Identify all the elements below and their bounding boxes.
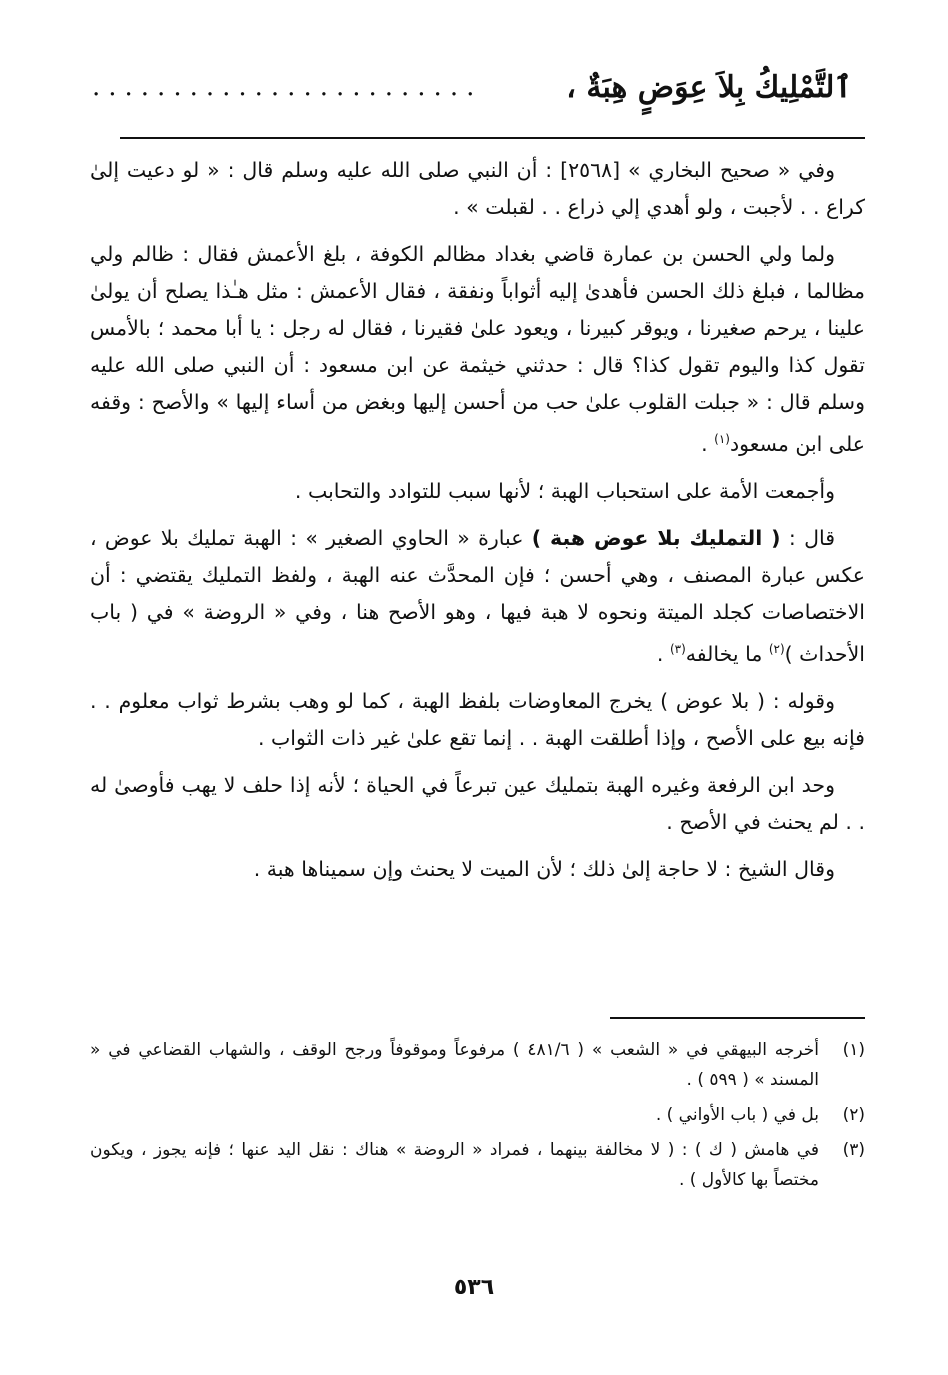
paragraph-text-continued: ما يخالفه	[685, 641, 769, 666]
footnote-text: بل في ( باب الأواني ) .	[655, 1105, 819, 1125]
paragraph-shaykh	[90, 851, 865, 888]
footnote-ref: (١)	[714, 432, 730, 446]
paragraph-text: وقال الشيخ : لا حاجة إلىٰ ذلك ؛ لأن الميت لا يحنث وإن سميناها هبة .	[253, 856, 835, 881]
footnote-ref: (٣)	[669, 641, 686, 656]
matn-quote: ( التمليك بلا عوض هبة )	[531, 525, 781, 550]
main-text	[90, 152, 865, 898]
paragraph-text: وقوله : ( بلا عوض ) يخرج المعاوضات بلفظ الهبة ، كما لو وهب بشرط ثواب معلوم . . فإنه بيع على الأصح ، وإذا أطلقت الهبة . . إنما تقع علىٰ غير ذات الثواب .	[90, 688, 865, 750]
paragraph-consensus	[90, 473, 865, 510]
footnote-text: أخرجه البيهقي في « الشعب » ( ٤٨١/٦ ) مرفوعاً وموقوفاً ورجح الوقف ، والشهاب القضاعي في « المسند » ( ٥٩٩ ) .	[90, 1040, 820, 1090]
footnote-number: (٢)	[842, 1105, 865, 1125]
header-title: ٱلتَّمْلِيكُ بِلاَ عِوَضٍ هِبَةٌ ،	[566, 70, 852, 105]
footnote-text: في هامش ( ك ) : ( لا مخالفة بينهما ، فمراد « الروضة » هناك : نقل اليد عنها ؛ فإنه يجوز ، ويكون مختصاً بها كالأول ) .	[90, 1140, 819, 1190]
paragraph-text: عبارة « الحاوي الصغير » : الهبة تمليك بلا عوض ، عكس عبارة المصنف ، وهي أحسن ؛ فإن المحدَّث عنه الهبة ، ولفظ التمليك يقتضي : أن الاختصاصات كجلد الميتة ونحوه لا هبة فيها ، وهو الأصح هنا ، وفي « الروضة » في ( باب الأحداث )	[90, 525, 865, 666]
footnotes	[90, 1035, 865, 1200]
paragraph-tail: .	[701, 431, 715, 456]
paragraph-text: وفي « صحيح البخاري » [٢٥٦٨] : أن النبي صلى الله عليه وسلم قال : « لو دعيت إلىٰ كراع . . لأجبت ، ولو أهدي إلي ذراع . . لقبلت » .	[90, 158, 865, 219]
footnote-ref: (٢)	[768, 641, 785, 656]
paragraph-text: وأجمعت الأمة على استحباب الهبة ؛ لأنها سبب للتوادد والتحابب .	[294, 478, 835, 503]
footnote-number: (٣)	[842, 1140, 865, 1160]
footnote-item	[90, 1035, 865, 1095]
paragraph-bukhari	[90, 152, 865, 226]
paragraph-lead: قال :	[780, 525, 836, 550]
paragraph-text: ولما ولي الحسن بن عمارة قاضي بغداد مظالم الكوفة ، بلغ الأعمش فقال : ظالم ولي مظالما ، فبلغ ذلك الحسن فأهدىٰ إليه أثواباً ونفقة ، فقال الأعمش : مثل هـٰذا يصلح أن يولىٰ علينا ، يرحم صغيرنا ، ويوقر كبيرنا ، ويعود علىٰ فقيرنا ، فقال له رجل : يا أبا محمد ؛ بالأمس تقول كذا واليوم تقول كذا؟ قال : حدثني خيثمة عن ابن مسعود : أن النبي صلى الله عليه وسلم قال : « جبلت القلوب علىٰ حب من أحسن إليها وبغض من أساء إليها » والأصح : وقفه على ابن مسعود	[90, 242, 865, 456]
paragraph-without-compensation	[90, 683, 865, 757]
paragraph-definition	[90, 520, 865, 673]
paragraph-tail: .	[656, 641, 670, 666]
page-number: ٥٣٦	[453, 1275, 495, 1300]
paragraph-ibn-rifa	[90, 767, 865, 841]
footnote-number: (١)	[842, 1040, 865, 1060]
paragraph-text: وحد ابن الرفعة وغيره الهبة بتمليك عين تبرعاً في الحياة ؛ لأنه إذا حلف لا يهب فأوصىٰ له . . لم يحنث في الأصح .	[90, 772, 865, 834]
header-dot-leader: ........................	[92, 72, 483, 102]
footnote-item	[90, 1135, 865, 1195]
paragraph-hasan-ibn-umara	[90, 236, 865, 463]
footnote-rule	[610, 1017, 865, 1019]
header-rule	[120, 137, 865, 139]
footnote-item	[90, 1100, 865, 1130]
running-header	[92, 62, 852, 118]
